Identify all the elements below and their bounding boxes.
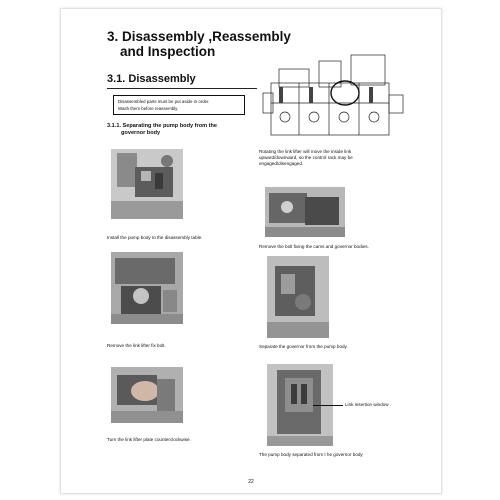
left-caption-1: Install the pump body to the disassembly table. xyxy=(107,235,203,240)
right-caption-2: Separate the governor from the pump body. xyxy=(259,344,348,349)
right-top-caption-line3: engaged/disengaged. xyxy=(259,161,304,166)
manual-page xyxy=(60,8,442,494)
subsection-title-line1: 3.1.1. Separating the pump body from the xyxy=(107,123,218,129)
callout-line xyxy=(313,405,343,406)
chapter-title-line2: and Inspection xyxy=(120,44,216,59)
right-top-caption xyxy=(259,149,409,167)
subsection-title xyxy=(107,123,255,137)
right-caption-1: Remove the bolt fixing the cams and governor bodies. xyxy=(259,244,369,249)
notice-box xyxy=(113,95,245,115)
right-caption-3: The pump body separated from t he governor body xyxy=(259,452,363,457)
chapter-title xyxy=(107,29,291,44)
photo-pump-on-table xyxy=(111,149,183,219)
notice-line2: Wash them before reassembly. xyxy=(118,106,179,111)
callout-label: Link insertion window xyxy=(345,402,389,407)
photo-link-lifter-plate xyxy=(111,367,183,423)
right-top-caption-line2: upward/downward, so the control rack may be xyxy=(259,155,353,160)
highlight-circle xyxy=(331,81,359,105)
photo-link-lifter-bolt xyxy=(111,252,183,324)
left-caption-2: Remove the link lifter fix bolt. xyxy=(107,343,166,348)
page-number: 22 xyxy=(248,479,254,485)
section-title: 3.1. Disassembly xyxy=(107,73,196,85)
chapter-title-line1: Disassembly ,Reassembly xyxy=(122,29,291,44)
left-caption-3: Turn the link lifter plate counterclockwise. xyxy=(107,437,191,442)
pump-drawing xyxy=(259,53,409,145)
right-top-caption-line1: Rotating the link lifter will move the inside link xyxy=(259,149,352,154)
section-rule xyxy=(107,88,257,89)
chapter-number: 3. xyxy=(107,29,119,44)
photo-remove-bolt xyxy=(265,187,345,237)
photo-separate-governor xyxy=(267,256,329,338)
subsection-title-line2: governor body xyxy=(121,130,161,136)
notice-line1: Disassembled parts must be put aside in order. xyxy=(118,99,210,104)
